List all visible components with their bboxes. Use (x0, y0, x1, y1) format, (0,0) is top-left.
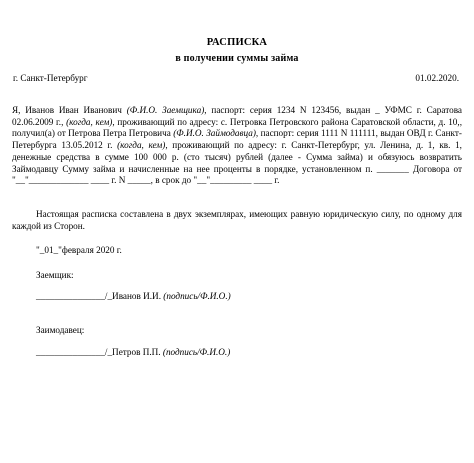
document-subtitle: в получении суммы займа (175, 53, 299, 64)
sign-date: "_01_"февраля 2020 г. (36, 245, 122, 255)
document-title: РАСПИСКА (206, 37, 268, 48)
body-text-2: , паспорт: серия 1234 N 123456, выдан _ УФМС г. Саратова 02.06.2009 г., (12, 105, 462, 127)
receipt-body-paragraph (12, 105, 462, 187)
lender-label: Заимодавец: (36, 325, 85, 335)
issued-hint-2: (когда, кем) (117, 140, 166, 151)
borrower-signature-line (36, 291, 231, 301)
body-text-5: , проживающий по адресу: г. Санкт-Петербург, ул. Ленина, д. 1, кв. 1, денежные средства в сумме 100 000 р. (сто тысяч) рублей (далее - Сумма займа) и обязуюсь возвратить Займодавцу Сумму займа и начисленные на нее проценты в порядке, установленном п. _______ Договора от "__"_____________ ____ г. N _____, в срок до "__"_________ ____ г. (12, 140, 462, 186)
lender-signature-hint: (подпись/Ф.И.О.) (162, 347, 231, 357)
lender-signature-line (36, 347, 230, 357)
issued-hint-1: (когда, кем) (66, 116, 113, 127)
lender-signature-text: _______________/_Петров П.П. (36, 347, 163, 357)
borrower-label: Заемщик: (36, 270, 74, 280)
borrower-signature-hint: (подпись/Ф.И.О.) (163, 291, 231, 301)
city: г. Санкт-Петербург (13, 73, 88, 83)
lender-hint: (Ф.И.О. Займодавца) (173, 128, 256, 139)
borrower-hint: (Ф.И.О. Заемщика) (126, 105, 205, 115)
copies-paragraph: Настоящая расписка составлена в двух экземплярах, имеющих равную юридическую силу, по одному для каждой из Сторон. (12, 209, 462, 231)
body-text-1: Я, Иванов Иван Иванович (12, 105, 127, 115)
borrower-signature-text: _______________/_Иванов И.И. (36, 291, 164, 301)
document-date: 01.02.2020. (415, 73, 459, 83)
body-text-3: , проживающий по адресу: с. Петровка Петровского района Саратовской области, д. 10,, получил(а) от Петрова Петра Петровича (12, 116, 462, 139)
body-text-4: , паспорт: серия 1111 N 111111, выдан ОВД г. Санкт-Петербурга 13.05.2012 г. (12, 128, 462, 151)
